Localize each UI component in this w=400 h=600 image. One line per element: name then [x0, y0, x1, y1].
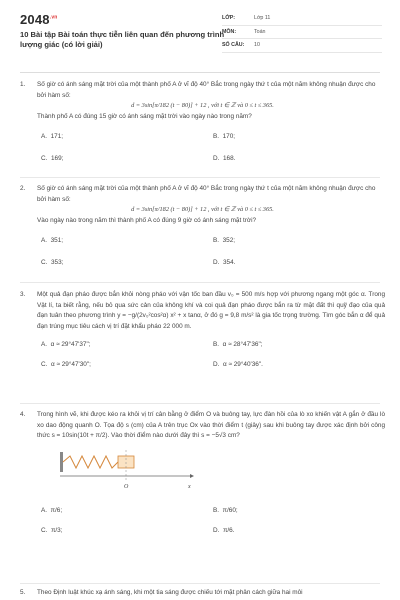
option-b[interactable]	[213, 132, 235, 143]
option-text: 168.	[222, 155, 236, 162]
question-4	[20, 410, 385, 548]
option-text: α ≈ 28°47'36";	[222, 341, 263, 348]
option-label: B.	[213, 133, 220, 140]
option-d[interactable]	[213, 258, 235, 269]
site-logo[interactable]	[20, 12, 58, 27]
option-label: A.	[41, 341, 48, 348]
spring-figure	[40, 446, 200, 494]
option-d[interactable]	[213, 526, 234, 537]
question-formula: d = 3sin[π/182 (t − 80)] + 12 , với t ∈ ℤ và 0 ≤ t ≤ 365.	[131, 102, 274, 109]
meta-value: Toán	[254, 28, 266, 35]
option-text: π/60;	[222, 507, 238, 514]
question-text: Theo Định luật khúc xạ ánh sáng, khi một tia sáng được chiếu tới mặt phân cách giữa hai môi	[37, 589, 303, 596]
meta-row-class	[222, 12, 382, 26]
meta-key: LỚP:	[222, 15, 236, 22]
option-label: C.	[41, 361, 48, 368]
question-number: 5.	[20, 589, 26, 596]
meta-key: SỐ CÂU:	[222, 42, 245, 49]
question-5	[20, 588, 385, 600]
question-prompt: Thành phố A có đúng 15 giờ có ánh sáng mặt trời vào ngày nào trong năm?	[37, 112, 252, 120]
option-label: B.	[213, 507, 220, 514]
option-text: 169;	[50, 155, 64, 162]
option-label: D.	[213, 155, 220, 162]
option-b[interactable]	[213, 236, 235, 247]
option-text: α ≈ 29°40'36".	[222, 361, 263, 368]
options	[37, 500, 385, 548]
option-label: A.	[41, 133, 48, 140]
question-number: 1.	[20, 81, 26, 88]
option-text: 171;	[50, 133, 64, 140]
option-c[interactable]	[41, 526, 62, 537]
option-text: π/6.	[222, 527, 235, 534]
spring	[63, 456, 118, 468]
origin-label: O	[124, 483, 129, 490]
divider	[20, 177, 380, 178]
option-a[interactable]	[41, 132, 63, 143]
option-a[interactable]	[41, 506, 62, 517]
document-title: 10 Bài tập Bài toán thực tiễn liên quan đến phương trình lượng giác (có lời giải)	[20, 30, 225, 49]
option-d[interactable]	[213, 154, 235, 165]
meta-row-count	[222, 39, 382, 53]
question-2	[20, 184, 385, 270]
question-text: Trong hình vẽ, khi được kéo ra khỏi vị trí cân bằng ở điểm O và buông tay, lực đàn hồi của lò xo khiến vật A gắn ở đầu lò xo dao động quanh O. Tọa độ s (cm) của A trên trục Ox vào thời điểm t (giây) sau khi buông tay được xác định bởi công thức s = 10sin(10t + π/2). Vào thời điểm nào dưới đây thì s = −5√3 cm?	[37, 411, 385, 439]
option-c[interactable]	[41, 154, 63, 165]
question-number: 4.	[20, 411, 26, 418]
options	[37, 226, 385, 270]
option-label: A.	[41, 507, 48, 514]
question-number: 2.	[20, 185, 26, 192]
option-b[interactable]	[213, 340, 263, 351]
option-label: A.	[41, 237, 48, 244]
option-a[interactable]	[41, 340, 91, 351]
question-formula: d = 3sin[π/182 (t − 80)] + 12 , với t ∈ ℤ và 0 ≤ t ≤ 365.	[131, 206, 274, 213]
option-label: C.	[41, 259, 48, 266]
question-prompt: Vào ngày nào trong năm thì thành phố A có đúng 9 giờ có ánh sáng mặt trời?	[37, 216, 257, 224]
option-label: B.	[213, 341, 220, 348]
option-d[interactable]	[213, 360, 263, 371]
logo-text: 2048	[20, 12, 50, 27]
option-a[interactable]	[41, 236, 63, 247]
option-text: 351;	[50, 237, 64, 244]
option-label: D.	[213, 527, 220, 534]
option-text: 170;	[222, 133, 236, 140]
options	[37, 332, 385, 372]
option-text: 354.	[222, 259, 236, 266]
option-label: B.	[213, 237, 220, 244]
meta-key: MÔN:	[222, 28, 237, 35]
option-text: 352;	[222, 237, 236, 244]
option-c[interactable]	[41, 360, 91, 371]
question-number: 3.	[20, 291, 26, 298]
question-1	[20, 80, 385, 166]
meta-table	[222, 12, 382, 53]
option-text: 353;	[50, 259, 64, 266]
logo-domain: .vn	[49, 14, 58, 21]
option-b[interactable]	[213, 506, 238, 517]
question-text: Số giờ có ánh sáng mặt trời của một thành phố A ở vĩ độ 40° Bắc trong ngày thứ t của một năm không nhuận được cho bởi hàm số:	[37, 185, 376, 203]
question-text: Một quả đạn pháo được bắn khỏi nòng pháo với vận tốc ban đầu v₀ = 500 m/s hợp với phương ngang một góc α. Trong Vật lí, ta biết rằng, nếu bỏ qua sức cản của không khí và coi quả đạn pháo được bắn ra từ mặt đất thì quỹ đạo của quả đạn tuân theo phương trình y = −g/(2v₀²cos²α) x² + x tanα, ở đó g = 9,8 m/s² là gia tốc trọng trường. Tìm góc bắn α để quả đạn trúng mục tiêu cách vị trí đặt khẩu pháo 22 000 m.	[37, 291, 385, 330]
option-text: π/3;	[50, 527, 63, 534]
options	[37, 122, 385, 166]
option-label: C.	[41, 527, 48, 534]
option-text: α ≈ 29°47'30";	[50, 361, 91, 368]
option-label: C.	[41, 155, 48, 162]
divider	[20, 282, 380, 283]
meta-value: Lớp 11	[254, 15, 271, 22]
option-label: D.	[213, 361, 220, 368]
divider	[20, 583, 380, 584]
x-axis-arrow	[190, 474, 194, 478]
option-text: α ≈ 29°47'37";	[50, 341, 91, 348]
question-text: Số giờ có ánh sáng mặt trời của một thành phố A ở vĩ độ 40° Bắc trong ngày thứ t của một năm không nhuận được cho bởi hàm số:	[37, 81, 376, 99]
option-text: π/6;	[50, 507, 63, 514]
divider	[20, 403, 380, 404]
wall	[60, 452, 63, 472]
option-label: D.	[213, 259, 220, 266]
meta-value: 10	[254, 42, 260, 49]
question-3	[20, 290, 385, 372]
header-divider	[20, 72, 380, 73]
axis-label: x	[188, 483, 191, 490]
option-c[interactable]	[41, 258, 63, 269]
meta-row-subject	[222, 26, 382, 40]
